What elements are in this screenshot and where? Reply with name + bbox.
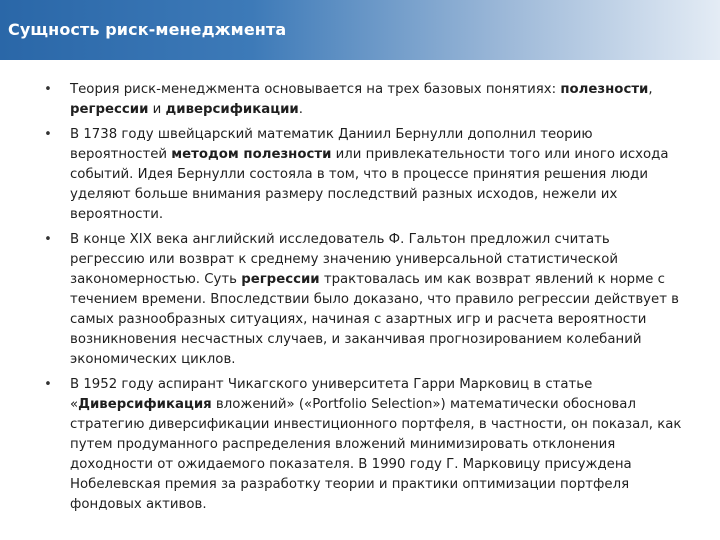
term-diversification: диверсификации [165, 102, 299, 117]
text-segment: Теория риск-менеджмента основывается на трех базовых понятиях: [70, 82, 561, 97]
bullet-item [26, 125, 686, 225]
term-regression: регрессии [241, 272, 320, 287]
text-segment: или привлекательности того или иного исхода событий. Идея Бернулли состояла в том, что в процессе принятия решения люди уделяют больше внимания размеру последствий разных исходов, нежели их вероятности. [70, 147, 669, 222]
bullet-text [70, 230, 686, 370]
bullet-item [26, 230, 686, 370]
title-bar [0, 0, 720, 60]
bullet-text [70, 80, 686, 120]
bullet-item [26, 375, 686, 515]
text-segment: В конце XIX века английский исследователь Ф. Гальтон предложил считать регрессию или возврат к среднему значению универсальной статистической закономерностью. Суть [70, 232, 619, 287]
term-diversification: Диверсификация [78, 397, 212, 412]
bullet-marker: • [44, 377, 52, 392]
bullet-marker: • [44, 127, 52, 142]
text-segment: . [298, 102, 303, 117]
slide-title: Сущность риск-менеджмента [8, 20, 287, 39]
text-segment: и [148, 102, 166, 117]
text-segment: В 1952 году аспирант Чикагского университета Гарри Марковиц в статье « [70, 377, 593, 412]
term-utility-method: методом полезности [171, 147, 332, 162]
text-segment: В 1738 году швейцарский математик Даниил Бернулли дополнил теорию вероятностей [70, 127, 593, 162]
bullet-text [70, 375, 686, 515]
text-segment: вложений» («Portfolio Selection») математически обосновал стратегию диверсификации инвестиционного портфеля, в частности, он показал, как путем продуманного распределения вложений минимизировать отклонения доходности от ожидаемого показателя. В 1990 году Г. Марковицу присуждена Нобелевская премия за разработку теории и практики оптимизации портфеля фондовых активов. [70, 397, 682, 512]
bullet-item [26, 80, 686, 120]
bullet-marker: • [44, 82, 52, 97]
text-segment: , [648, 82, 653, 97]
bullet-text [70, 125, 686, 225]
text-segment: трактовалась им как возврат явлений к норме с течением времени. Впоследствии было доказано, что правило регрессии действует в самых разнообразных ситуациях, начиная с азартных игр и расчета вероятности возникновения несчастных случаев, и заканчивая прогнозированием колебаний экономических циклов. [70, 272, 680, 367]
bullet-marker: • [44, 232, 52, 247]
term-regression: регрессии [70, 102, 149, 117]
bullet-list [26, 80, 686, 520]
term-utility: полезности [560, 82, 649, 97]
